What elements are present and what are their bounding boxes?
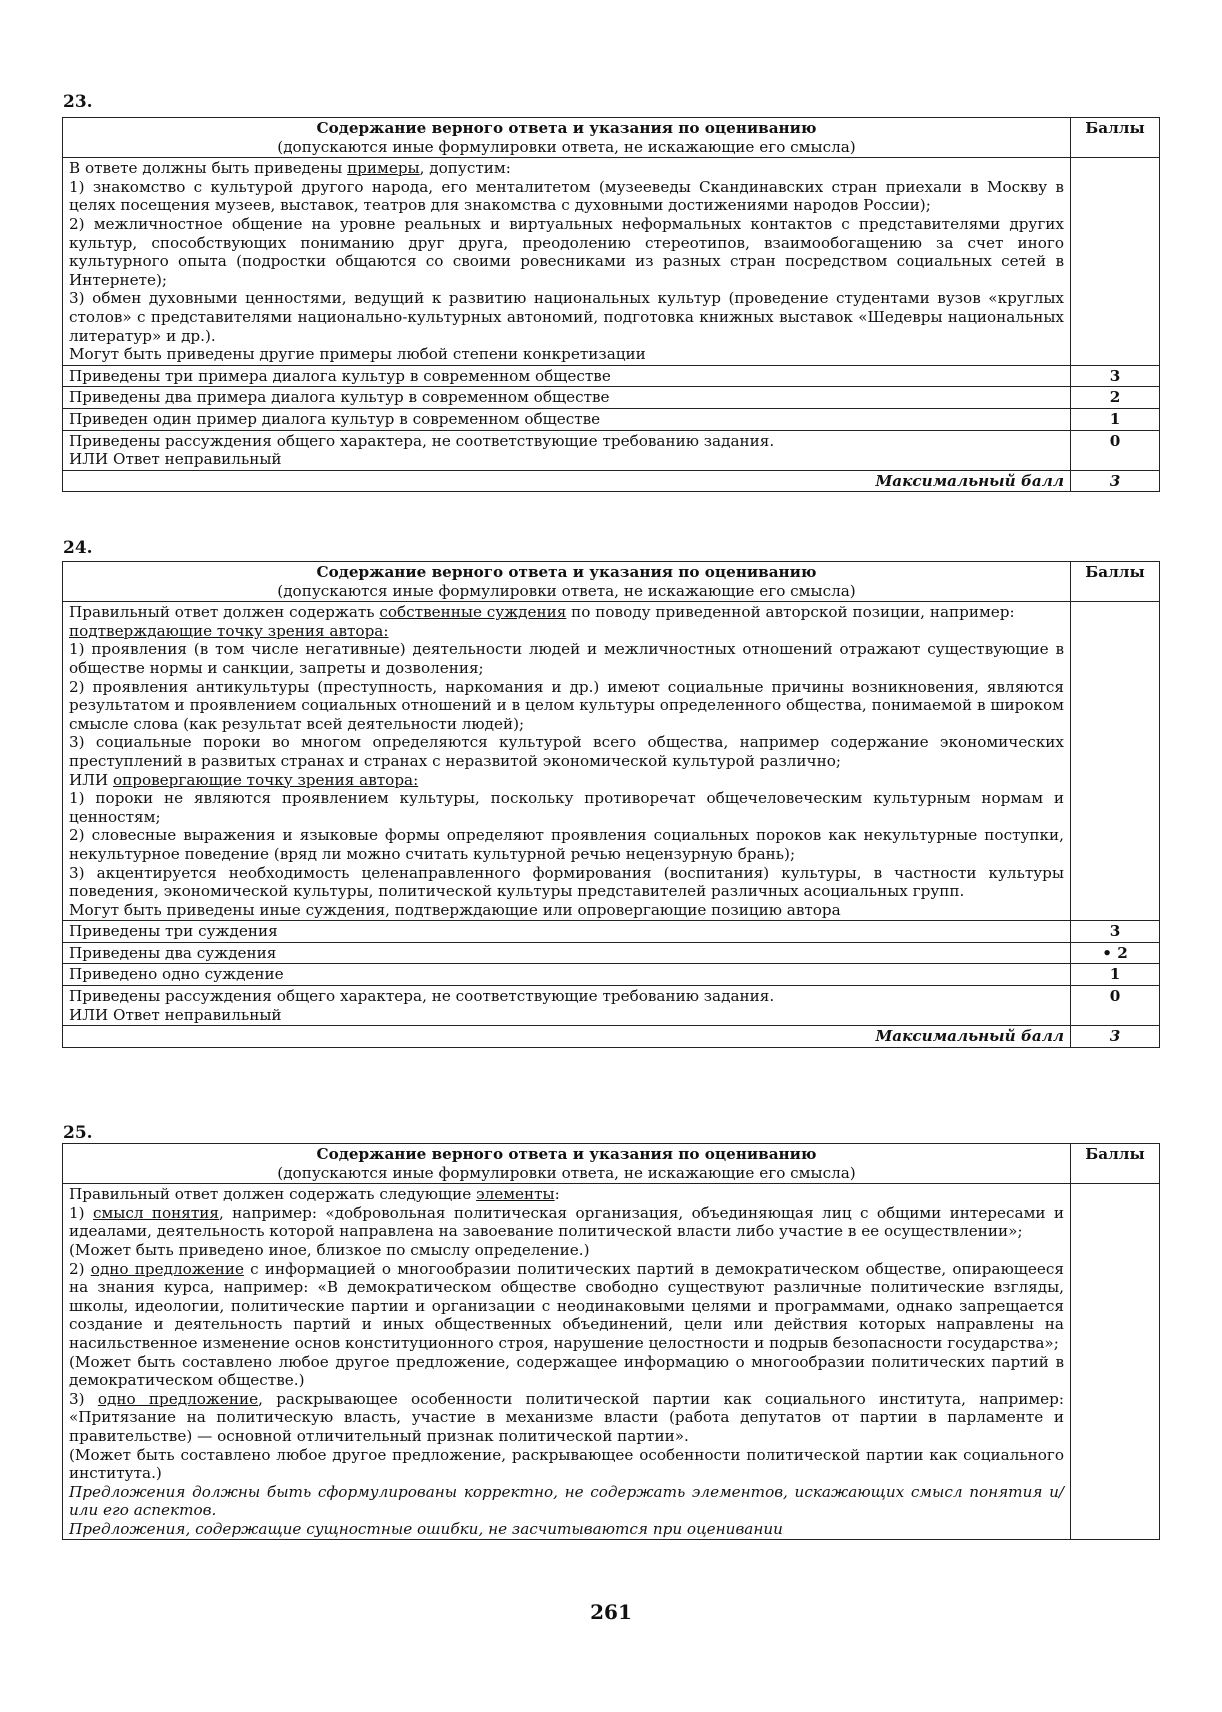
header-subtitle: (допускаются иные формулировки ответа, не искажающие его смысла)	[277, 137, 856, 156]
answer-outro: Могут быть приведены другие примеры любой степени конкретизации	[69, 345, 646, 364]
criterion: Приведены три примера диалога культур в современном обществе	[63, 365, 1071, 387]
answer-note: (Может быть составлено любое другое предложение, раскрывающее особенности политической партии как социального института.)	[69, 1445, 1064, 1483]
answer-item: 2) проявления антикультуры (преступность, наркомания и др.) имеют социальные причины возникновения, являются результатом и проявлением социальных отношений и в целом культуры определенного общества, понимаемой в широком смысле слова (как результат всей деятельности людей);	[69, 677, 1064, 733]
answer-item: 2) словесные выражения и языковые формы определяют проявления социальных пороков как некультурные поступки, некультурное поведение (вряд ли можно считать культурной речью нецензурную брань);	[69, 826, 1064, 863]
criterion: Приведен один пример диалога культур в современном обществе	[63, 408, 1071, 430]
answer-item: 1) проявления (в том числе негативные) деятельности людей и межличностных отношений отражают существующие в обществе нормы и санкции, запреты и дозволения;	[69, 640, 1064, 677]
answer-item: 1) пороки не являются проявлением культуры, поскольку противоречат общечеловеческим культурным нормам и ценностям;	[69, 789, 1064, 826]
criterion: Приведены два суждения	[63, 942, 1071, 964]
answer-subheading: ИЛИ опровергающие точку зрения автора:	[69, 770, 419, 789]
table-header	[63, 1144, 1071, 1184]
max-score: 3	[1071, 470, 1160, 492]
score: 0	[1071, 430, 1160, 470]
question-number-24: 24.	[63, 538, 93, 558]
answer-item: 1) знакомство с культурой другого народа, его менталитетом (музееведы Скандинавских стран приехали в Москву в целях посещения музеев, выставок, театров для знакомства с духовными достижениями народов России);	[69, 177, 1064, 215]
instruction-note: Предложения, содержащие сущностные ошибки, не засчитываются при оценивании	[69, 1519, 783, 1538]
answer-item: 2) межличностное общение на уровне реальных и виртуальных неформальных контактов с представителями других культур, способствующих пониманию друг друга, преодолению стереотипов, взаимообогащению за счет иного культурного опыта (подростки общаются со своими ровесниками из разных стран посредством социальных сетей в Интернете);	[69, 214, 1064, 289]
question-number-23: 23.	[63, 92, 93, 112]
answer-note: (Может быть приведено иное, близкое по смыслу определение.)	[69, 1240, 590, 1259]
score: 3	[1071, 921, 1160, 943]
page-number: 261	[590, 1600, 632, 1624]
instruction-note: Предложения должны быть сформулированы корректно, не содержать элементов, искажающих смысл понятия и/или его аспектов.	[69, 1482, 1064, 1520]
header-subtitle: (допускаются иные формулировки ответа, не искажающие его смысла)	[277, 1163, 856, 1182]
answer-element: 2) одно предложение с информацией о многообразии политических партий в демократическом обществе, опирающееся на знания курса, например: «В демократическом обществе свободно существуют различные политические взгляды, школы, идеологии, политические партии и организации с неодинаковыми целями и программами, однако запрещается создание и деятельность партий и иных общественных объединений, цели или действия которых направлены на насильственное изменение основ конституционного строя, нарушение целостности и подрыв безопасности государства»;	[69, 1259, 1064, 1352]
table-header	[63, 118, 1071, 158]
criterion: Приведены три суждения	[63, 921, 1071, 943]
answer-content	[63, 602, 1071, 921]
scoring-table-25	[62, 1143, 1160, 1540]
score: 1	[1071, 408, 1160, 430]
answer-element: 1) смысл понятия, например: «добровольная политическая организация, объединяющая лиц с общими интересами и идеалами, деятельность которой направлена на завоевание политической власти либо участие в ее осуществлении»;	[69, 1203, 1065, 1241]
answer-intro: Правильный ответ должен содержать следующие элементы:	[69, 1185, 560, 1204]
table-header	[63, 562, 1071, 602]
answer-item: 3) обмен духовными ценностями, ведущий к развитию национальных культур (проведение студентами вузов «круглых столов» с представителями национально-культурных автономий, подготовка книжных выставок «Шедевры национальных литератур» и др.).	[69, 289, 1064, 345]
criterion: Приведены два примера диалога культур в современном обществе	[63, 387, 1071, 409]
max-score: 3	[1071, 1026, 1160, 1048]
score: • 2	[1071, 942, 1160, 964]
answer-note: (Может быть составлено любое другое предложение, содержащее информацию о многообразии политических партий в демократическом обществе.)	[69, 1352, 1064, 1390]
answer-subheading: подтверждающие точку зрения автора:	[69, 621, 389, 640]
header-title: Содержание верного ответа и указания по оцениванию	[316, 563, 817, 581]
points-header: Баллы	[1071, 118, 1160, 158]
answer-outro: Могут быть приведены иные суждения, подтверждающие или опровергающие позицию автора	[69, 900, 841, 919]
max-score-label: Максимальный балл	[63, 470, 1071, 492]
scoring-table-23	[62, 117, 1160, 492]
question-number-25: 25.	[63, 1123, 93, 1143]
score: 2	[1071, 387, 1160, 409]
criterion: Приведены рассуждения общего характера, не соответствующие требованию задания. ИЛИ Ответ неправильный	[63, 986, 1071, 1026]
score: 3	[1071, 365, 1160, 387]
criterion: Приведено одно суждение	[63, 964, 1071, 986]
answer-content	[63, 158, 1071, 366]
answer-element: 3) одно предложение, раскрывающее особенности политической партии как социального института, например: «Притязание на политическую власть, участие в механизме власти (работа депутатов от партии в парламенте и правительстве) — основной отличительный признак политической партии».	[69, 1389, 1064, 1445]
header-title: Содержание верного ответа и указания по оцениванию	[316, 1145, 817, 1163]
header-subtitle: (допускаются иные формулировки ответа, не искажающие его смысла)	[277, 581, 856, 600]
answer-item: 3) социальные пороки во многом определяются культурой всего общества, например содержание экономических преступлений в развитых странах и странах с неразвитой экономической культурой различно;	[69, 733, 1064, 770]
points-header: Баллы	[1071, 1144, 1160, 1184]
answer-item: 3) акцентируется необходимость целенаправленного формирования (воспитания) культуры, в частности культуры поведения, экономической культуры, политической культуры представителей различных асоциальных групп.	[69, 863, 1064, 901]
scoring-table-24	[62, 561, 1160, 1048]
answer-content	[63, 1184, 1071, 1540]
max-score-label: Максимальный балл	[63, 1026, 1071, 1048]
score: 0	[1071, 986, 1160, 1026]
criterion: Приведены рассуждения общего характера, не соответствующие требованию задания. ИЛИ Ответ неправильный	[63, 430, 1071, 470]
answer-intro: Правильный ответ должен содержать собственные суждения по поводу приведенной авторской позиции, например:	[69, 603, 1015, 622]
score: 1	[1071, 964, 1160, 986]
answer-intro: В ответе должны быть приведены примеры, допустим:	[69, 159, 511, 178]
header-title: Содержание верного ответа и указания по оцениванию	[316, 119, 817, 137]
points-header: Баллы	[1071, 562, 1160, 602]
